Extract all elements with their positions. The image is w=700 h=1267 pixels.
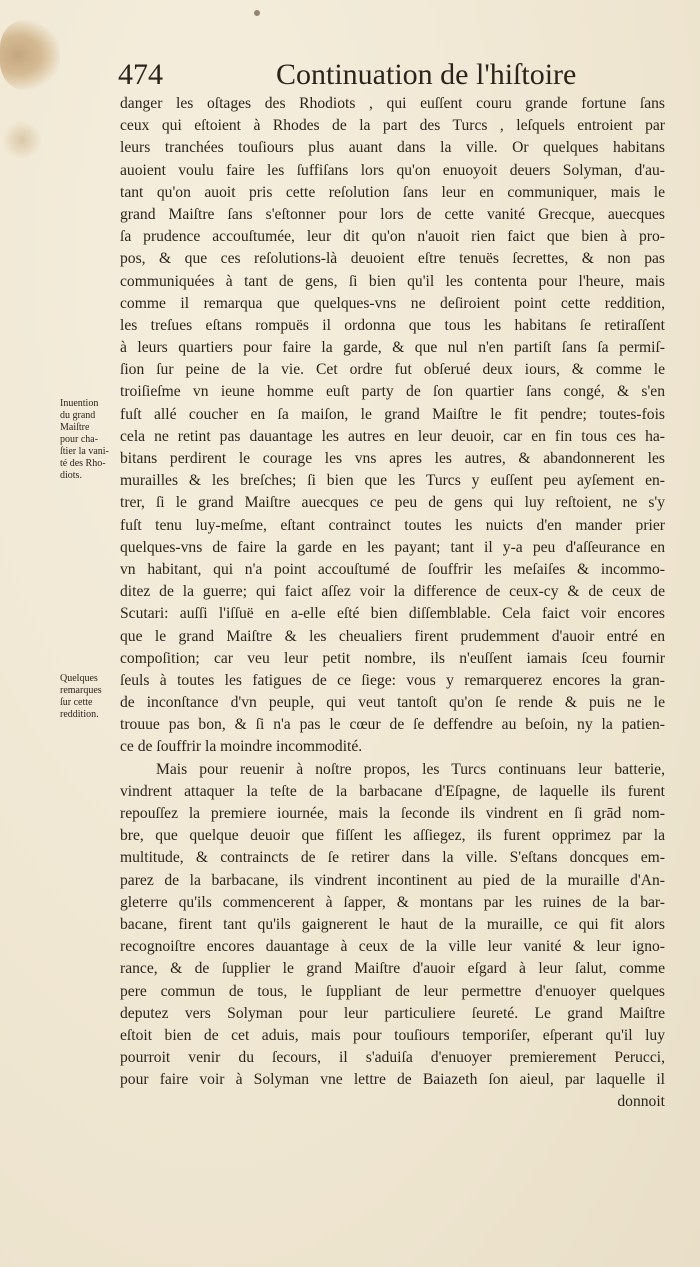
- margin-note-line: Inuention: [60, 398, 99, 409]
- margin-note-line: diots.: [60, 470, 82, 481]
- text-line: danger les oſtages des Rhodiots , qui euſſent couru grande fortune ſans: [120, 95, 665, 112]
- body-text: [120, 93, 665, 1114]
- running-title: Continuation de l'hiſtoire: [276, 58, 577, 91]
- margin-note-line: reddition.: [60, 709, 99, 720]
- text-line: pourroit venir du ſecours, il s'aduiſa d'enuoyer premierement Perucci,: [120, 1049, 665, 1067]
- text-line: Mais pour reuenir à noſtre propos, les Turcs continuans leur batterie,: [156, 760, 665, 778]
- text-line: deputez vers Solyman pour leur particuliere ſeureté. Le grand Maiſtre: [120, 1004, 665, 1022]
- text-line: recognoiſtre encores dauantage à ceux de la ville leur vanité & leur igno-: [120, 938, 665, 956]
- text-line: trer, ſi le grand Maiſtre auecques ce peu de gens qui luy reſtoient, ne s'y: [120, 494, 665, 512]
- text-line: ſa prudence accouſtumée, leur dit qu'on n'auoit rien faict que bien à pro-: [120, 228, 665, 246]
- margin-note-invention: [60, 398, 120, 482]
- text-line: ditez de la guerre; qui faict aſſez voir la difference de ceux-cy & de ceux de: [120, 583, 665, 601]
- margin-note-line: pour cha-: [60, 434, 99, 445]
- text-line: parez de la barbacane, ils vindrent incontinent au pied de la muraille d'An-: [120, 871, 665, 889]
- text-line: communiquées à tant de gens, ſi bien qu'il les contenta pour l'heure, mais: [120, 272, 665, 290]
- text-line: auoient voulu faire les ſuffiſans lors qu'on enuoyoit deuers Solyman, d'au-: [120, 161, 665, 179]
- text-line: vindrent attaquer la teſte de la barbacane d'Eſpagne, de laquelle ils furent: [120, 782, 665, 800]
- text-line: pere commun de tous, le ſuppliant de leur permettre d'enuoyer quelques: [120, 982, 665, 1000]
- text-line: grand Maiſtre ſans s'eſtonner pour lors de cette vanité Grecque, auecques: [120, 205, 665, 223]
- text-line: comme il remarqua que quelques-vns ne deſiroient point cette reddition,: [120, 294, 665, 312]
- text-line: gleterre qu'ils commencerent à ſapper, & montans par les ruines de la bar-: [120, 893, 665, 911]
- text-line: repouſſez la premiere iournée, mais la ſeconde ils vindrent en ſi grād nom-: [120, 805, 665, 822]
- margin-note-line: Maiſtre: [60, 422, 90, 433]
- text-line: rance, & de ſupplier le grand Maiſtre d'auoir eſgard à leur ſalut, comme: [120, 960, 665, 978]
- text-line: les treſues eſtans rompuës il ordonna que tous les habitans ſe retiraſſent: [120, 316, 665, 334]
- margin-note-line: Quelques: [60, 673, 98, 684]
- text-line: murailles & les breſches; ſi bien que les Turcs y euſſent peu ayſement en-: [120, 472, 665, 490]
- text-line: trouue pas bon, & ſi n'a pas le cœur de ſe deffendre au beſoin, ny la patien-: [120, 716, 665, 734]
- text-line: quelques-vns de faire la garde en les payant; tant il y-a peu d'aſſeurance en: [120, 538, 665, 556]
- text-line: que le grand Maiſtre & les cheualiers firent prudemment d'auoir entré en: [120, 627, 665, 645]
- text-line: de inconſtance d'vn peuple, qui veut tantoſt qu'on ſe rende & puis ne le: [120, 694, 665, 712]
- text-line: pos, & que ces reſolutions-là deuoient eſtre tenuës ſecrettes, & non pas: [120, 250, 665, 268]
- text-line: ſion ſur peine de la vie. Cet ordre fut obſerué deux iours, & comme le: [120, 361, 665, 379]
- text-line: pour faire voir à Solyman vne lettre de Baiazeth ſon aieul, par laquelle il: [120, 1071, 665, 1089]
- margin-note-line: té des Rho-: [60, 458, 106, 469]
- ink-spot: [254, 10, 260, 16]
- text-line: eſtoit bien de cet aduis, mais pour touſiours temporiſer, eſperant qu'il luy: [120, 1026, 665, 1044]
- page-header: [118, 55, 578, 95]
- text-line: bitans perdirent le courage les vns apres les autres, & abandonnerent les: [120, 450, 665, 467]
- margin-note-line: ſtier la vani-: [60, 446, 109, 457]
- text-line: bacane, firent tant qu'ils gaignerent le haut de la muraille, ce qui fit alors: [120, 915, 665, 933]
- text-line: à leurs quartiers pour faire la garde, & que nul n'en partiſt ſans ſa permiſ-: [120, 339, 665, 357]
- text-line: troiſieſme vn ieune homme euſt party de ſon quartier ſans congé, & s'en: [120, 383, 665, 401]
- text-line: ſeuls à toutes les fatigues de ce ſiege: vous y remarquerez encores la gran-: [120, 671, 665, 689]
- water-stain-small: [2, 120, 42, 160]
- text-line: cela ne retint pas dauantage les autres en leur deuoir, car en fin tous ces ha-: [120, 427, 665, 445]
- text-line: fuſt tenu luy-meſme, eſtant contrainct toutes les nuicts d'en mander prier: [120, 516, 665, 534]
- text-line: leurs tranchées touſiours plus auant dans la ville. Or quelques habitans: [120, 139, 665, 157]
- margin-note-line: ſur cette: [60, 697, 93, 708]
- text-line: ce de ſouffrir la moindre incommodité.: [120, 738, 363, 756]
- text-line: multitude, & contraincts de ſe retirer dans la ville. S'eſtans doncques em-: [120, 849, 665, 867]
- text-line: bre, que quelque deuoir que fiſſent les aſſiegez, ils furent opprimez par la: [120, 827, 665, 845]
- text-line: compoſition; car veu leur petit nombre, ils n'euſſent iamais ſceu fournir: [120, 649, 665, 667]
- text-line: ceux qui eſtoient à Rhodes de la part des Turcs , leſquels entroient par: [120, 117, 665, 135]
- margin-note-line: remarques: [60, 685, 102, 696]
- text-line: fuſt allé coucher en ſa maiſon, le grand Maiſtre le fit pendre; toutes-fois: [120, 405, 665, 423]
- water-stain: [0, 20, 60, 90]
- text-line: Scutari: auſſi l'iſſuë en a-elle eſté bien diſſemblable. Cela faict voir encores: [120, 605, 665, 623]
- text-line: tant qu'on auoit pris cette reſolution ſans leur en communiquer, mais le: [120, 183, 665, 201]
- page-number: 474: [118, 58, 163, 91]
- text-line: vn habitant, qui n'a point accouſtumé de ſouffrir les meſaiſes & incommo-: [120, 560, 665, 578]
- margin-note-remarques: [60, 673, 120, 721]
- margin-note-line: du grand: [60, 410, 96, 421]
- text-line: donnoit: [617, 1093, 665, 1111]
